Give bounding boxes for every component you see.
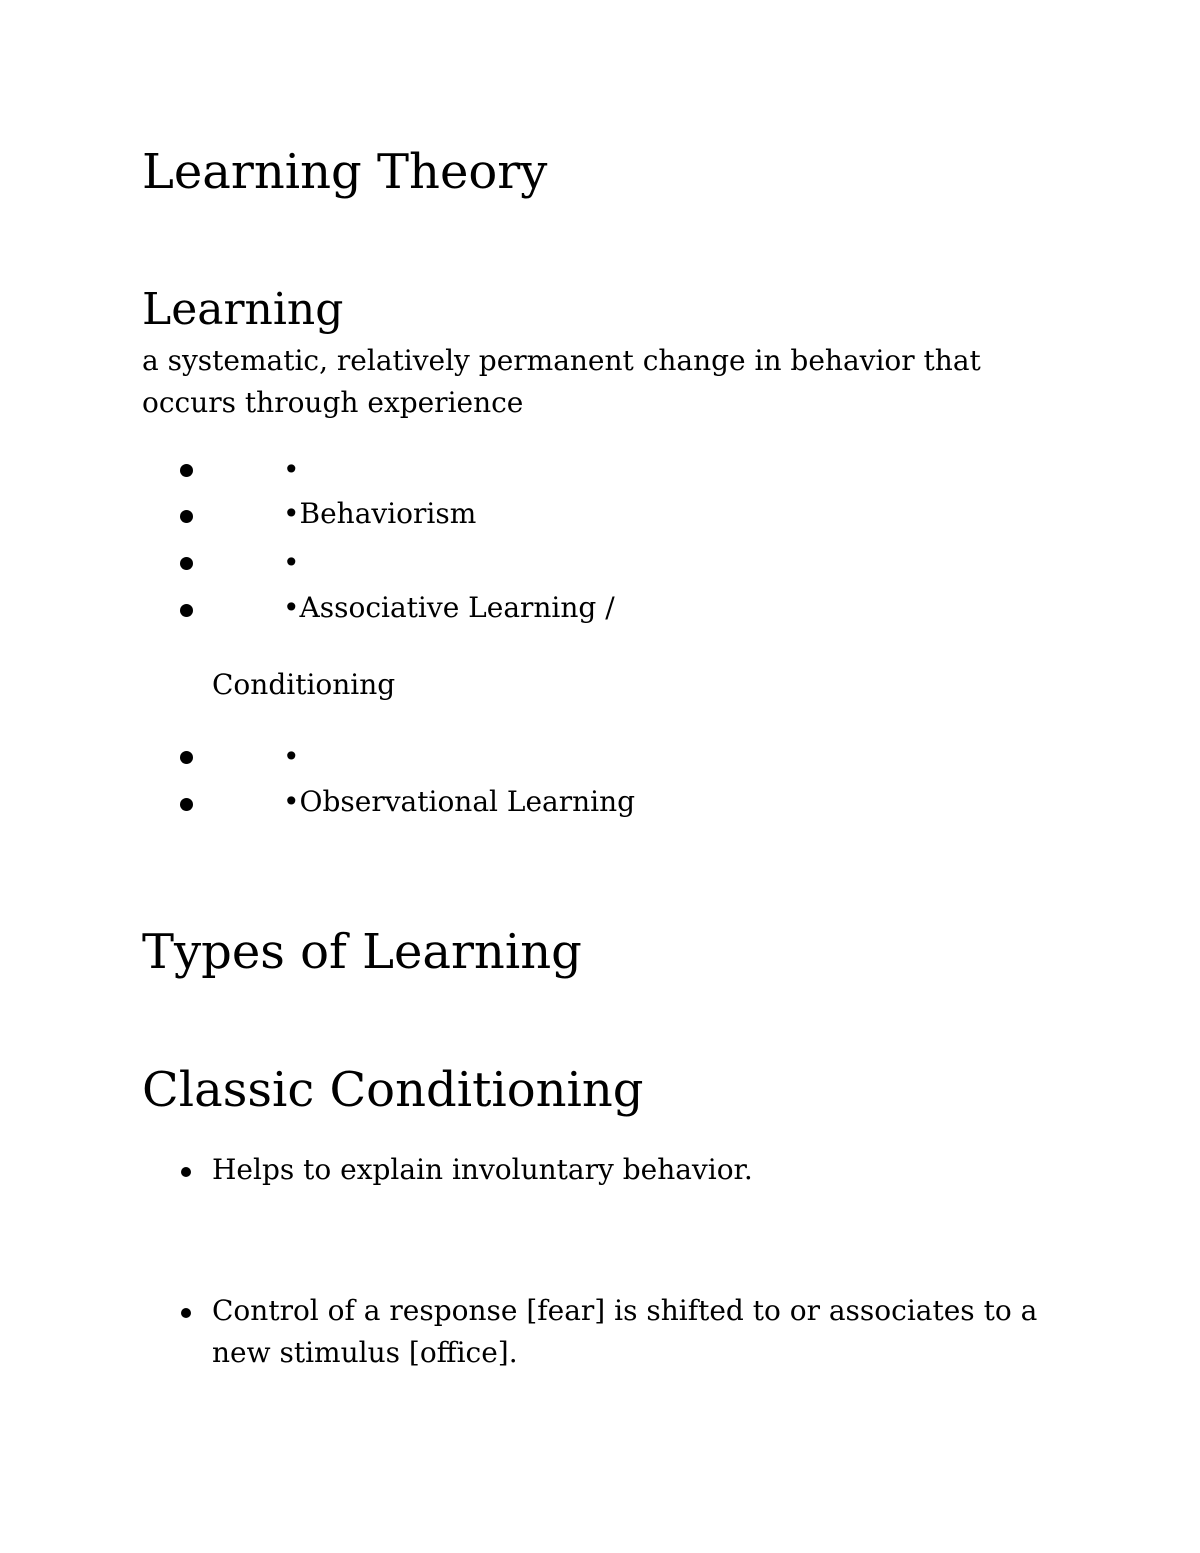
list-item	[283, 546, 300, 579]
section-heading-classic-conditioning: Classic Conditioning	[142, 1062, 644, 1118]
bullet-icon	[180, 510, 193, 523]
bullet-icon	[180, 464, 193, 477]
page-title: Learning Theory	[142, 144, 548, 200]
bullet-icon	[181, 1308, 191, 1318]
definition-text: a systematic, relatively permanent change in behavior that occurs through experience	[142, 344, 981, 419]
list-item-text: Associative Learning /	[299, 591, 615, 624]
list-item: Control of a response [fear] is shifted to or associates to a new stimulus [office].	[212, 1294, 1038, 1369]
section-heading-types-of-learning: Types of Learning	[142, 924, 582, 980]
bullet-icon	[180, 751, 193, 764]
section-heading-learning: Learning	[142, 284, 344, 335]
bullet-icon	[180, 557, 193, 570]
bullet-icon	[181, 1167, 191, 1177]
list-marker: •	[283, 453, 300, 486]
list-item: Helps to explain involuntary behavior.	[212, 1153, 753, 1186]
list-marker: •	[283, 546, 300, 579]
list-marker: •	[283, 591, 300, 624]
list-item	[283, 785, 636, 818]
list-marker: •	[283, 740, 300, 773]
list-item	[283, 453, 300, 486]
list-item	[283, 497, 477, 530]
list-item	[283, 591, 615, 624]
list-marker: •	[283, 497, 300, 530]
list-item-text: Observational Learning	[299, 785, 636, 818]
list-item-continuation: Conditioning	[212, 668, 396, 701]
list-item-text: Behaviorism	[299, 497, 477, 530]
list-marker: •	[283, 785, 300, 818]
list-item	[283, 740, 300, 773]
bullet-icon	[180, 604, 193, 617]
bullet-icon	[180, 798, 193, 811]
